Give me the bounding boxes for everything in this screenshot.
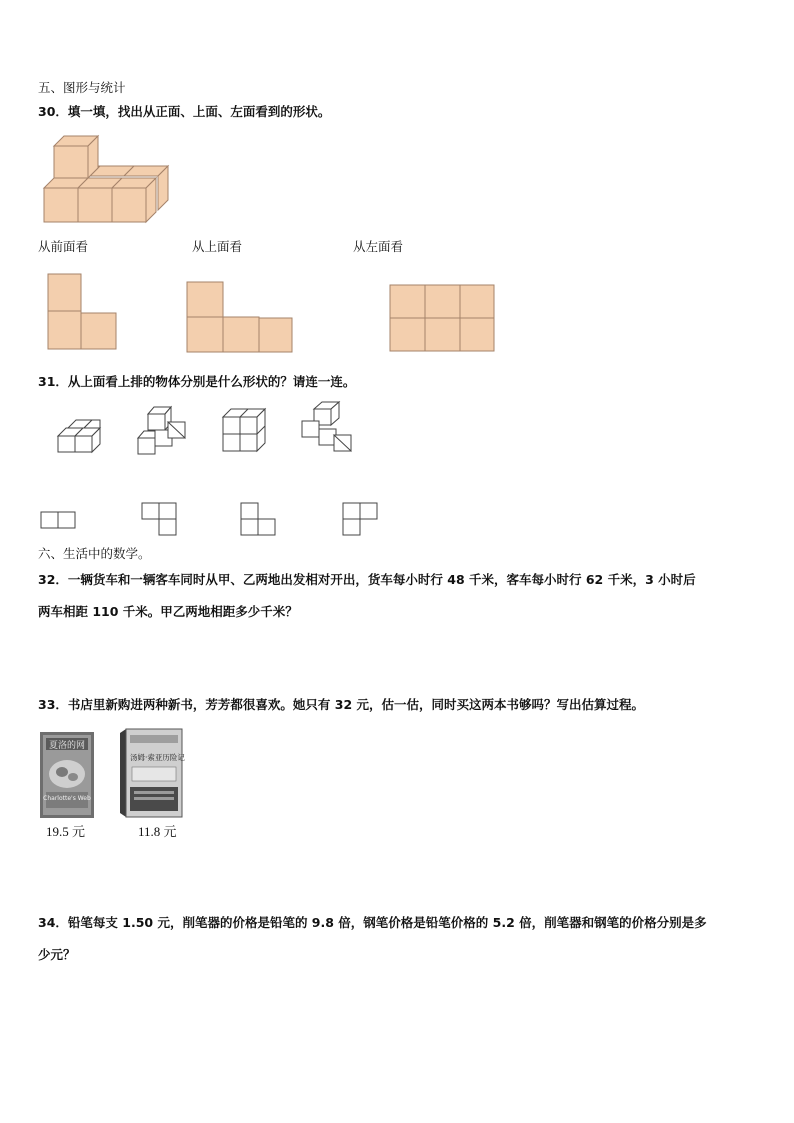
question-30-prompt: 30．填一填，找出从正面、上面、左面看到的形状。 (38, 104, 331, 119)
section-title: 六、生活中的数学。 (38, 546, 151, 561)
question-34-line-2: 少元？ (38, 947, 76, 962)
shape-b-three-squares[interactable] (141, 502, 177, 538)
question-31-prompt: 31．从上面看上排的物体分别是什么形状的？请连一连。 (38, 374, 356, 389)
shape-c-l-shape[interactable] (240, 502, 276, 538)
section-title: 五、图形与统计 (38, 80, 126, 95)
book-2-title: 汤姆·索亚历险记 (130, 753, 185, 762)
book-cover-2 (120, 729, 185, 817)
book-2-price: 11.8 元 (138, 824, 177, 839)
left-view-label: 从左面看 (353, 239, 404, 254)
book-1-price: 19.5 元 (46, 824, 86, 839)
object-1-figure (56, 414, 104, 454)
question-32-line-2: 两车相距 110 千米。甲乙两地相距多少千米？ (38, 604, 298, 619)
front-view-shape (47, 273, 119, 351)
shape-d-three-squares[interactable] (342, 502, 378, 538)
cube-stack-figure (40, 132, 172, 224)
book-1-subtitle: Charlotte's Web (43, 795, 91, 802)
object-3-figure (221, 405, 269, 455)
top-view-shape (186, 281, 294, 355)
left-view-shape (389, 284, 497, 354)
object-4-figure (300, 399, 356, 455)
shape-a-two-squares[interactable] (40, 511, 76, 531)
object-2-figure (136, 404, 188, 456)
question-32-line-1: 32．一辆货车和一辆客车同时从甲、乙两地出发相对开出，货车每小时行 48 千米，客车每小时行 62 千米，3 小时后 (38, 572, 696, 587)
question-34-line-1: 34．铅笔每支 1.50 元，削笔器的价格是铅笔的 9.8 倍，钢笔价格是铅笔价格的 5.2 倍，削笔器和钢笔的价格分别是多 (38, 915, 707, 930)
question-33-prompt: 33．书店里新购进两种新书，芳芳都很喜欢。她只有 32 元，估一估，同时买这两本书够吗？写出估算过程。 (38, 697, 644, 712)
book-1-title: 夏洛的网 (48, 741, 85, 751)
front-view-label: 从前面看 (38, 239, 89, 254)
top-view-label: 从上面看 (192, 239, 243, 254)
